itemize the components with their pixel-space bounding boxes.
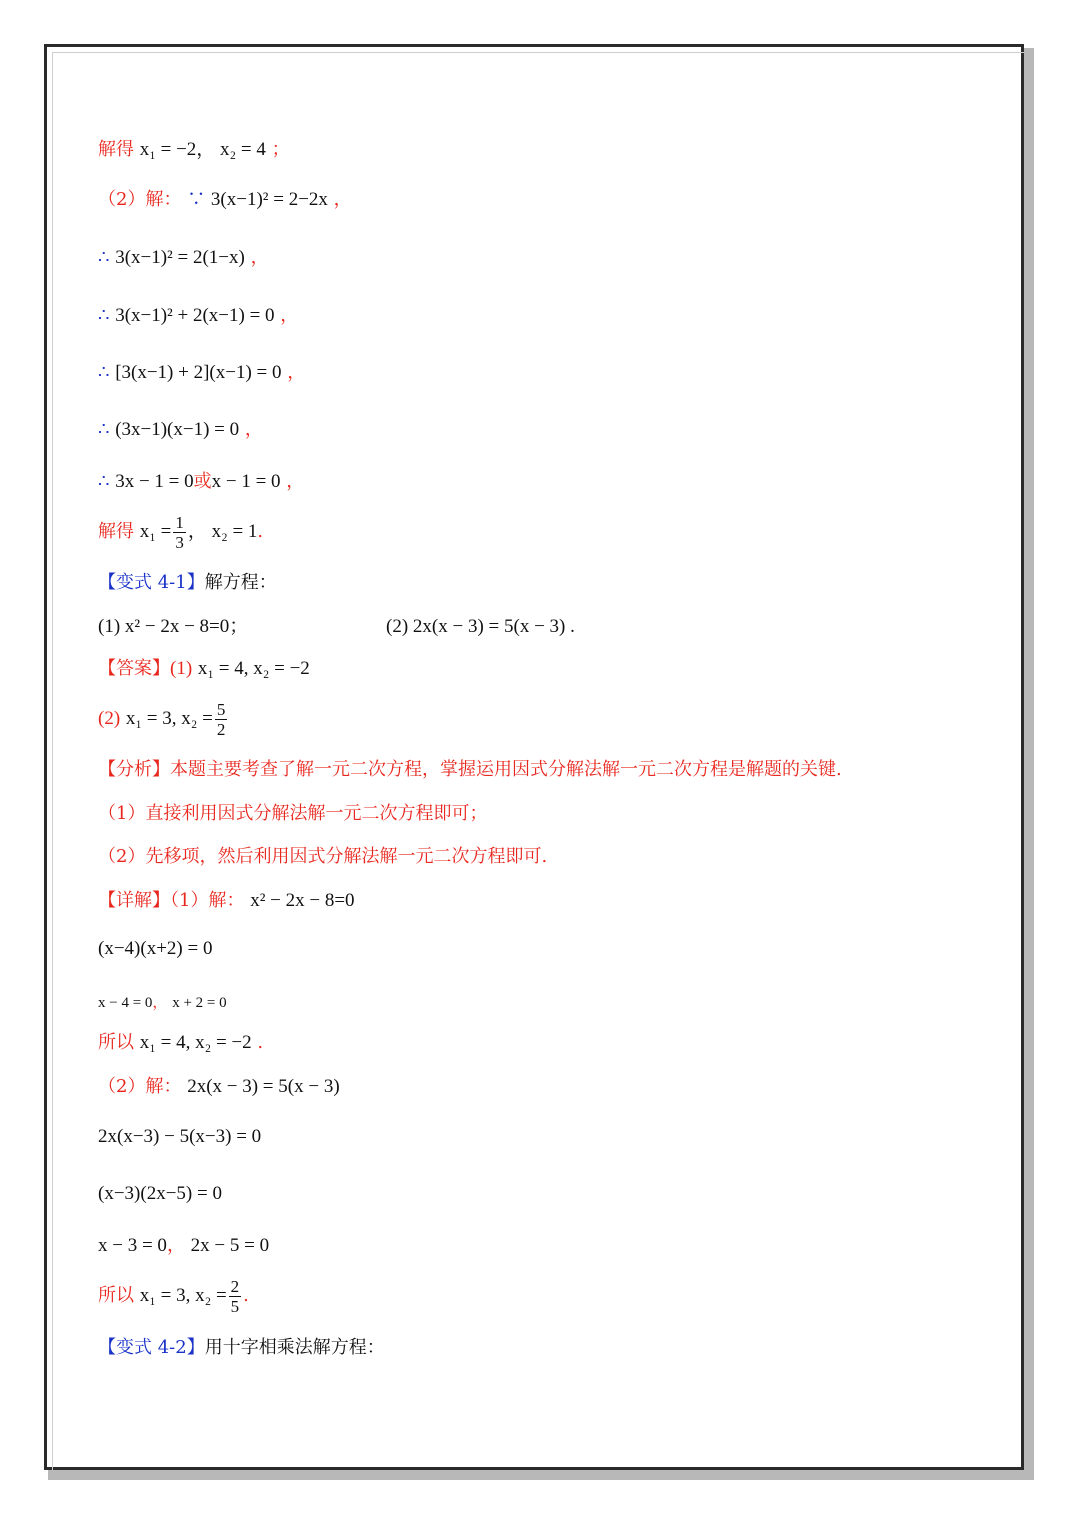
solution-line-2: （2）解： ∵ 3(x−1)² = 2−2x ， [98, 189, 352, 210]
detail-line-3: 所以 x₁ = 4, x₂ = −2 . [98, 1032, 264, 1053]
detail-line-6: (x−3)(2x−5) = 0 [98, 1183, 222, 1204]
solution-line-6: ∴ (3x−1)(x−1) = 0 ， [98, 419, 263, 440]
solution-line-3: ∴ 3(x−1)² = 2(1−x) ， [98, 247, 269, 268]
detail-heading: 【详解】（1）解： x² − 2x − 8=0 [98, 890, 355, 911]
detail-line-5: 2x(x−3) − 5(x−3) = 0 [98, 1126, 262, 1147]
answer-line-1: 【答案】(1) x₁ = 4, x₂ = −2 [98, 658, 310, 679]
analysis-step-2: （2）先移项，然后利用因式分解法解一元二次方程即可. [98, 846, 548, 867]
solution-line-8: 解得 x₁ = $\frac{1}{3}$ ， x₂ = 1. [98, 512, 264, 552]
detail-line-8: 所以 x₁ = 3, x₂ = $\frac{2}{5}$ . [98, 1276, 249, 1316]
analysis-step-1: （1）直接利用因式分解法解一元二次方程即可； [98, 803, 488, 824]
detail-line-4: （2）解： 2x(x − 3) = 5(x − 3) [98, 1076, 340, 1097]
solution-line-5: ∴ [3(x−1) + 2](x−1) = 0 ， [98, 362, 306, 383]
solution-line-1: 解得 x₁ = −2， x₂ = 4 ； [98, 139, 290, 160]
analysis-line: 【分析】本题主要考查了解一元二次方程，掌握运用因式分解法解一元二次方程是解题的关键. [98, 759, 842, 780]
fraction-two-fifths: $\frac{2}{5}$ [230, 1276, 240, 1316]
detail-line-1: (x−4)(x+2) = 0 [98, 938, 213, 959]
detail-line-7: x − 3 = 0， 2x − 5 = 0 [98, 1235, 270, 1256]
variant-4-2-heading: 【变式 4-2】用十字相乘法解方程： [98, 1337, 385, 1358]
solution-line-4: ∴ 3(x−1)² + 2(x−1) = 0 ， [98, 305, 299, 326]
answer-line-2: (2) x₁ = 3, x₂ = $\frac{5}{2}$ [98, 699, 226, 739]
fraction-one-third: $\frac{1}{3}$ [175, 512, 184, 552]
variant-4-1-heading: 【变式 4-1】解方程： [98, 572, 277, 593]
variant-4-1-problem-2: (2) 2x(x − 3) = 5(x − 3) . [386, 616, 575, 637]
detail-line-2: x − 4 = 0， x + 2 = 0 [98, 993, 227, 1011]
variant-4-1-problem-1: (1) x² − 2x − 8=0； [98, 616, 249, 637]
solution-line-7: ∴ 3x − 1 = 0或x − 1 = 0 ， [98, 471, 305, 492]
fraction-five-halves: $\frac{5}{2}$ [216, 699, 226, 739]
